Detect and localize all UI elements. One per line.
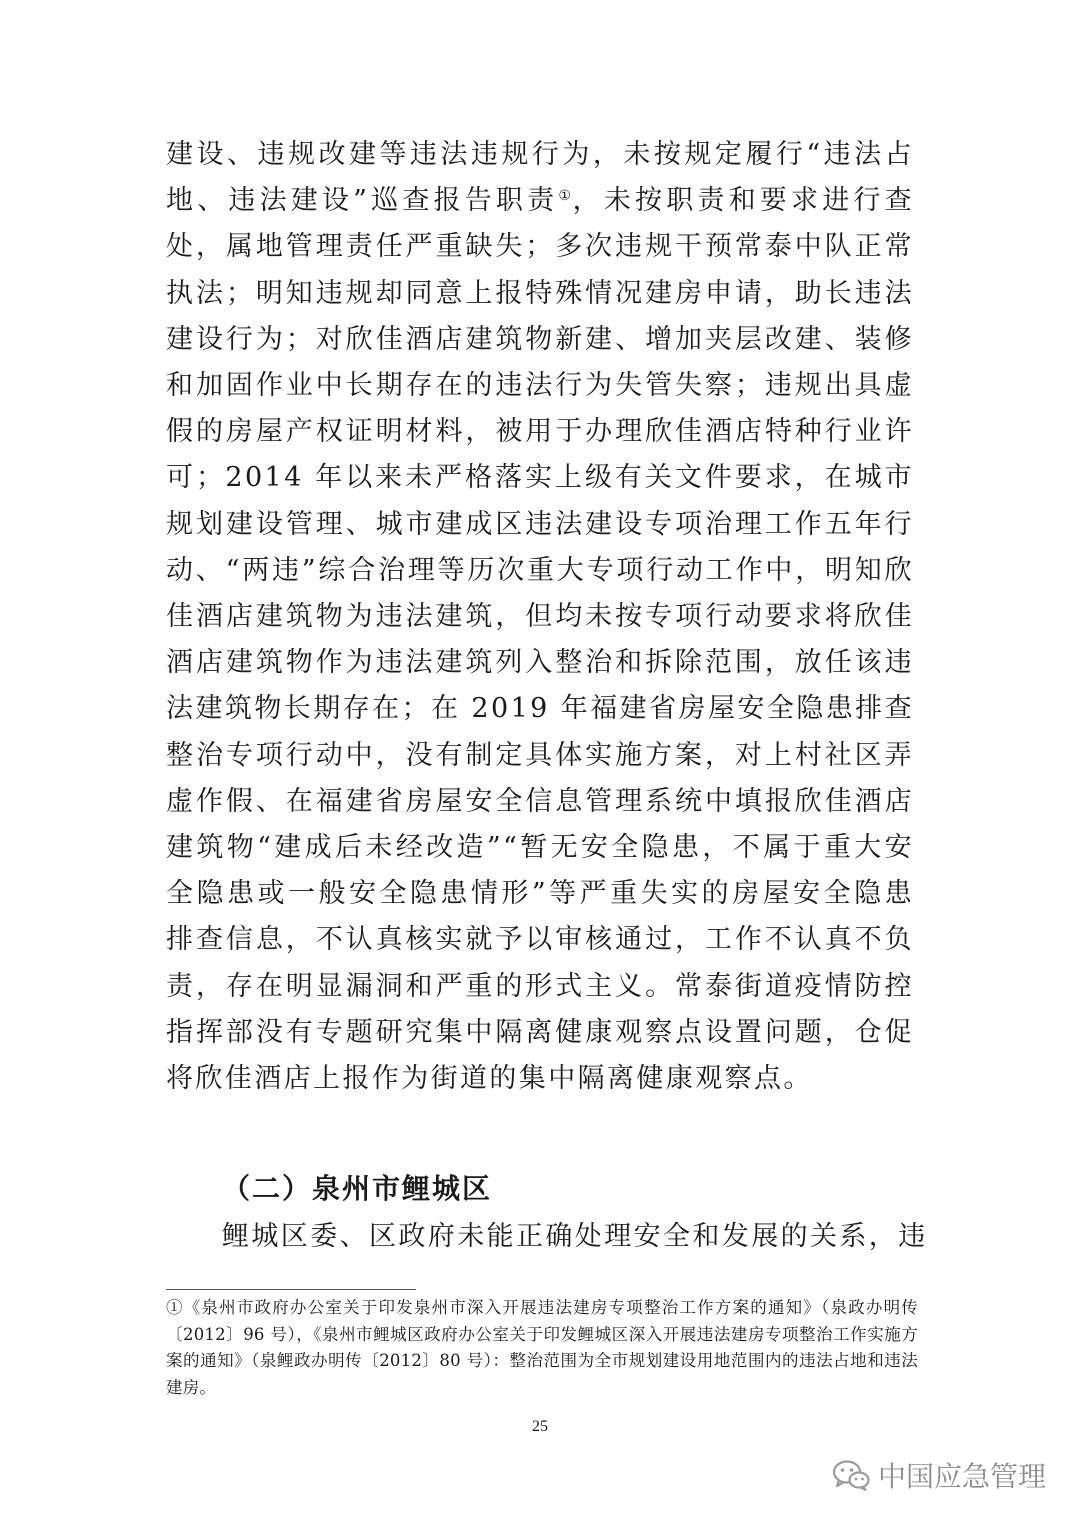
paragraph-1-text-start: 建设、违规改建等违法违规行为，未按规定履行“违法占地、违法建设”巡查报告职责 — [166, 139, 914, 217]
section-heading: （二）泉州市鲤城区 — [222, 1172, 493, 1205]
body-paragraph — [166, 132, 914, 1102]
footnote: ①《泉州市政府办公室关于印发泉州市深入开展违法建房专项整治工作方案的通知》（泉政办明传〔2012〕96 号），《泉州市鲤城区政府办公室关于印发鲤城区深入开展违法建房专项整治工作实施方案的通知》（泉鲤政办明传〔2012〕80 号）：整治范围为全市规划建设用地范围内的违法占地和违法建房。 — [166, 1298, 918, 1397]
page-number: 25 — [532, 1418, 548, 1435]
watermark — [832, 1455, 1046, 1495]
footnote-divider — [166, 1289, 416, 1290]
watermark-text: 中国应急管理 — [877, 1460, 1046, 1493]
paragraph-1-text-rest: ，未按职责和要求进行查处，属地管理责任严重缺失；多次违规干预常泰中队正常执法；明知违规却同意上报特殊情况建房申请，助长违法建设行为；对欣佳酒店建筑物新建、增加夹层改建、装修和加固作业中长期存在的违法行为失管失察；违规出具虚假的房屋产权证明材料，被用于办理欣佳酒店特种行业许可；2014 年以来未严格落实上级有关文件要求，在城市规划建设管理、城市建成区违法建设专项治理工作五年行动、“两违”综合治理等历次重大专项行动工作中，明知欣佳酒店建筑物为违法建筑，但均未按专项行动要求将欣佳酒店建筑物作为违法建筑列入整治和拆除范围，放任该违法建筑物长期存在；在 2019 年福建省房屋安全隐患排查整治专项行动中，没有制定具体实施方案，对上村社区弄虚作假、在福建省房屋安全信息管理系统中填报欣佳酒店建筑物“建成后未经改造”“暂无安全隐患，不属于重大安全隐患或一般安全隐患情形”等严重失实的房屋安全隐患排查信息，不认真核实就予以审核通过，工作不认真不负责，存在明显漏洞和严重的形式主义。常泰街道疫情防控指挥部没有专题研究集中隔离健康观察点设置问题，仓促将欣佳酒店上报作为街道的集中隔离健康观察点。 — [166, 185, 914, 1095]
paragraph-2: 鲤城区委、区政府未能正确处理安全和发展的关系，违 — [222, 1221, 928, 1252]
paragraph-1 — [166, 132, 914, 1102]
wechat-icon — [832, 1459, 870, 1491]
footnote-reference[interactable]: ① — [558, 188, 573, 205]
